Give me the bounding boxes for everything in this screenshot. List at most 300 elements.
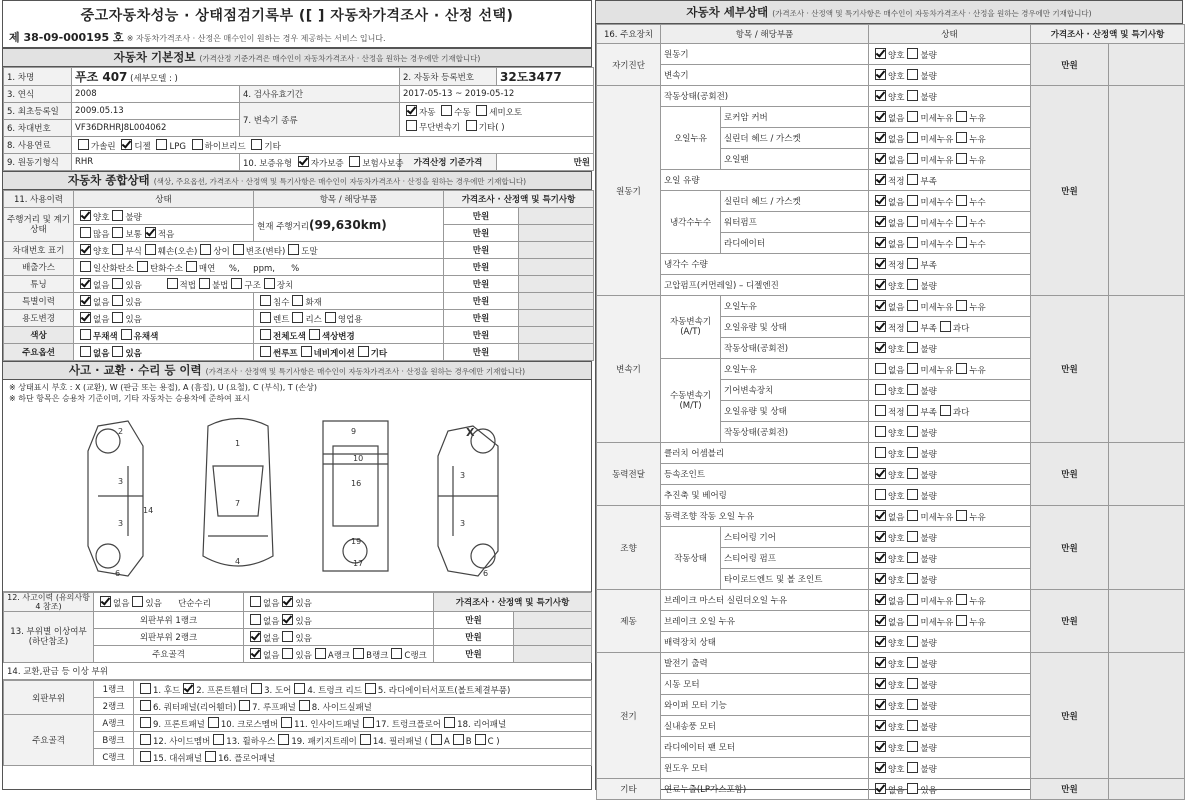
period-value: 2017-05-13 ~ 2019-05-12 xyxy=(400,86,594,103)
tuning-illegal-checkbox[interactable] xyxy=(199,278,210,289)
status-checkbox[interactable] xyxy=(875,426,886,437)
mileage-value: (99,630km) xyxy=(308,217,387,232)
status-checkbox[interactable] xyxy=(907,48,918,59)
status-checkbox[interactable] xyxy=(875,657,886,668)
repair-yes-checkbox[interactable] xyxy=(282,596,293,607)
rear-panel-checkbox[interactable] xyxy=(444,717,455,728)
status-option-label: 부족 xyxy=(920,407,937,418)
status-checkbox[interactable] xyxy=(875,258,886,269)
status-checkbox[interactable] xyxy=(956,363,967,374)
status-checkbox[interactable] xyxy=(956,111,967,122)
status-checkbox[interactable] xyxy=(875,489,886,500)
status-option-label: 불량 xyxy=(920,50,937,61)
mileage-few-checkbox[interactable] xyxy=(145,227,156,238)
status-checkbox[interactable] xyxy=(875,510,886,521)
dash-panel-checkbox[interactable] xyxy=(140,751,151,762)
option-sunroof-checkbox[interactable] xyxy=(260,346,271,357)
hood-label: 1. 후드 xyxy=(153,685,181,696)
trans-cvt-label: 무단변속기 xyxy=(419,122,461,133)
special-history-label: 특별이력 xyxy=(4,293,74,310)
trunk-floor-checkbox[interactable] xyxy=(363,717,374,728)
status-checkbox[interactable] xyxy=(875,237,886,248)
status-option-label: 미세누유 xyxy=(920,155,954,166)
status-checkbox[interactable] xyxy=(907,132,918,143)
status-checkbox[interactable] xyxy=(875,321,886,332)
frame-yes-checkbox[interactable] xyxy=(282,648,293,659)
status-checkbox[interactable] xyxy=(875,720,886,731)
status-option-label: 미세누수 xyxy=(920,218,954,229)
status-checkbox[interactable] xyxy=(907,321,918,332)
accident-none-label: 없음 xyxy=(113,598,130,609)
special-flood-checkbox[interactable] xyxy=(260,295,271,306)
roof-panel-label: 7. 루프패널 xyxy=(252,702,296,713)
repair-none-checkbox[interactable] xyxy=(250,596,261,607)
hood-checkbox[interactable] xyxy=(140,683,151,694)
use-change-none-checkbox[interactable] xyxy=(80,312,91,323)
radiator-support-checkbox[interactable] xyxy=(365,683,376,694)
status-checkbox[interactable] xyxy=(875,405,886,416)
status-option-label: 양호 xyxy=(888,764,905,775)
fuel-etc-checkbox[interactable] xyxy=(251,139,262,150)
color-chromatic-label: 유채색 xyxy=(133,331,159,342)
outer1-yes-checkbox[interactable] xyxy=(282,614,293,625)
status-checkbox[interactable] xyxy=(907,111,918,122)
emission-smoke-unit: % xyxy=(291,263,300,274)
warranty-label: 10. 보증유형 xyxy=(243,158,293,169)
status-checkbox[interactable] xyxy=(907,573,918,584)
mileage-bad-checkbox[interactable] xyxy=(112,210,123,221)
emission-hc-unit: ppm, xyxy=(253,263,275,274)
color-chromatic-checkbox[interactable] xyxy=(121,329,132,340)
mileage-normal-checkbox[interactable] xyxy=(112,227,123,238)
status-checkbox[interactable] xyxy=(875,195,886,206)
status-checkbox[interactable] xyxy=(875,90,886,101)
pillar-b-label: B xyxy=(465,736,472,747)
svg-text:2: 2 xyxy=(118,427,124,436)
status-checkbox[interactable] xyxy=(875,762,886,773)
self-diag-item: 변속기 xyxy=(661,65,869,86)
status-option-label: 적정 xyxy=(888,176,905,187)
steer-item: 동력조향 작동 오일 누유 xyxy=(661,506,869,527)
status-checkbox[interactable] xyxy=(907,174,918,185)
base-price-label: 가격산정 기준가격 xyxy=(400,154,497,171)
status-checkbox[interactable] xyxy=(875,615,886,626)
at-item: 작동상태(공회전) xyxy=(721,338,869,359)
frame-b-checkbox[interactable] xyxy=(353,648,364,659)
dash-panel-label: 15. 대쉬패널 xyxy=(153,753,203,764)
door-label: 3. 도어 xyxy=(264,685,292,696)
rankC-label: C랭크 xyxy=(94,749,134,766)
use-business-label: 영업용 xyxy=(337,314,363,325)
status-checkbox[interactable] xyxy=(940,321,951,332)
status-checkbox[interactable] xyxy=(907,342,918,353)
status-checkbox[interactable] xyxy=(875,111,886,122)
outer-rank1-label: 외판부위 1랭크 xyxy=(94,612,244,629)
main-frame-label: 주요골격 xyxy=(94,646,244,663)
detail-head-price: 가격조사 · 산정액 및 특기사항 xyxy=(1031,25,1185,44)
status-checkbox[interactable] xyxy=(956,153,967,164)
vin-mark-rust-checkbox[interactable] xyxy=(112,244,123,255)
vin-mark-diff-checkbox[interactable] xyxy=(200,244,211,255)
status-checkbox[interactable] xyxy=(875,447,886,458)
elec-item: 실내송풍 모터 xyxy=(661,716,869,737)
emission-hc-checkbox[interactable] xyxy=(137,261,148,272)
vin-mark-damage-checkbox[interactable] xyxy=(145,244,156,255)
status-checkbox[interactable] xyxy=(907,279,918,290)
status-checkbox[interactable] xyxy=(875,636,886,647)
status-checkbox[interactable] xyxy=(907,69,918,80)
pillar-c-label: C ) xyxy=(487,736,500,747)
option-none-checkbox[interactable] xyxy=(80,346,91,357)
trans-semi-checkbox[interactable] xyxy=(476,105,487,116)
status-checkbox[interactable] xyxy=(907,468,918,479)
pillar-a-label: A xyxy=(443,736,450,747)
status-option-label: 양호 xyxy=(888,722,905,733)
frame-a-checkbox[interactable] xyxy=(315,648,326,659)
part-abnormal-label: 13. 부위별 이상여부 (하단참조) xyxy=(4,612,94,663)
inside-panel-checkbox[interactable] xyxy=(281,717,292,728)
front-fender-checkbox[interactable] xyxy=(183,683,194,694)
special-yes-label: 있음 xyxy=(125,297,142,308)
use-lease-label: 리스 xyxy=(305,314,322,325)
fuel-hybrid-checkbox[interactable] xyxy=(192,139,203,150)
status-option-label: 불량 xyxy=(920,554,937,565)
status-checkbox[interactable] xyxy=(875,216,886,227)
special-fire-checkbox[interactable] xyxy=(292,295,303,306)
status-checkbox[interactable] xyxy=(956,300,967,311)
status-option-label: 불량 xyxy=(920,680,937,691)
brake-item: 배력장치 상태 xyxy=(661,632,869,653)
cross-member-checkbox[interactable] xyxy=(208,717,219,728)
status-checkbox[interactable] xyxy=(875,342,886,353)
wheel-house-label: 13. 휠하우스 xyxy=(226,736,276,747)
status-option-label: 양호 xyxy=(888,680,905,691)
status-checkbox[interactable] xyxy=(907,363,918,374)
package-tray-checkbox[interactable] xyxy=(278,734,289,745)
first-reg-value: 2009.05.13 xyxy=(72,103,240,120)
tuning-label: 튜닝 xyxy=(4,276,74,293)
status-checkbox[interactable] xyxy=(907,447,918,458)
tuning-yes-checkbox[interactable] xyxy=(112,278,123,289)
status-checkbox[interactable] xyxy=(907,510,918,521)
outer2-yes-label: 있음 xyxy=(295,633,312,644)
detail-header xyxy=(596,1,1182,24)
service-notice: ※ 자동차가격조사 · 산정은 매수인이 원하는 경우 제공하는 서비스 입니다. xyxy=(126,34,386,43)
pillar-a-checkbox[interactable] xyxy=(431,734,442,745)
detail-head-items: 항목 / 해당부품 xyxy=(661,25,869,44)
status-option-label: 있음 xyxy=(920,785,937,796)
detail-note: (가격조사 · 산정액 및 특기사항은 매수인이 자동차가격조사 · 산정을 원하는 경우에만 기재합니다) xyxy=(772,9,1092,18)
vin-mark-good-checkbox[interactable] xyxy=(80,244,91,255)
status-checkbox[interactable] xyxy=(875,48,886,59)
status-checkbox[interactable] xyxy=(875,300,886,311)
outer-parts-label: 외판부위 xyxy=(4,681,94,715)
simple-repair-label: 단순수리 xyxy=(178,598,211,609)
status-checkbox[interactable] xyxy=(907,594,918,605)
option-price-unit: 만원 xyxy=(444,344,519,361)
frame-yes-label: 있음 xyxy=(295,650,312,661)
overall-status-table xyxy=(3,190,594,361)
status-checkbox[interactable] xyxy=(875,531,886,542)
front-panel-checkbox[interactable] xyxy=(140,717,151,728)
status-checkbox[interactable] xyxy=(875,468,886,479)
accident-yes-checkbox[interactable] xyxy=(132,596,143,607)
special-yes-checkbox[interactable] xyxy=(112,295,123,306)
warranty-self-checkbox[interactable] xyxy=(298,156,309,167)
status-option-label: 미세누유 xyxy=(920,113,954,124)
power-label: 동력전달 xyxy=(597,443,661,506)
special-none-checkbox[interactable] xyxy=(80,295,91,306)
option-yes-checkbox[interactable] xyxy=(112,346,123,357)
status-checkbox[interactable] xyxy=(907,237,918,248)
mileage-many-checkbox[interactable] xyxy=(80,227,91,238)
frame-parts-label: 주요골격 xyxy=(4,715,94,766)
status-checkbox[interactable] xyxy=(875,279,886,290)
status-option-label: 양호 xyxy=(888,386,905,397)
status-option-label: 없음 xyxy=(888,155,905,166)
status-checkbox[interactable] xyxy=(956,216,967,227)
use-change-yes-checkbox[interactable] xyxy=(112,312,123,323)
engine-item: 워터펌프 xyxy=(721,212,869,233)
emission-price-unit: 만원 xyxy=(444,259,519,276)
rankB-label: B랭크 xyxy=(94,732,134,749)
frame-a-label: A랭크 xyxy=(327,650,351,661)
status-option-label: 없음 xyxy=(888,365,905,376)
wheel-house-checkbox[interactable] xyxy=(213,734,224,745)
svg-text:3: 3 xyxy=(118,519,124,528)
status-checkbox[interactable] xyxy=(907,216,918,227)
option-etc-checkbox[interactable] xyxy=(358,346,369,357)
status-checkbox[interactable] xyxy=(875,153,886,164)
svg-text:7: 7 xyxy=(235,499,241,508)
detail-head-status: 상태 xyxy=(869,25,1031,44)
status-option-label: 불량 xyxy=(920,722,937,733)
accident-note: (가격조사 · 산정액 및 특기사항은 매수인이 자동차가격조사 · 산정을 원하는 경우에만 기재합니다) xyxy=(205,367,526,376)
svg-text:3: 3 xyxy=(460,519,466,528)
option-navi-checkbox[interactable] xyxy=(301,346,312,357)
outer2-price-unit: 만원 xyxy=(434,629,514,646)
engine-item: 고압펌프(커먼레일) – 디젤엔진 xyxy=(661,275,869,296)
status-checkbox[interactable] xyxy=(956,510,967,521)
status-checkbox[interactable] xyxy=(956,237,967,248)
status-checkbox[interactable] xyxy=(907,552,918,563)
color-achromatic-label: 무채색 xyxy=(93,331,118,342)
status-option-label: 불량 xyxy=(920,701,937,712)
trans-auto-checkbox[interactable] xyxy=(406,105,417,116)
fuel-label: 8. 사용연료 xyxy=(4,137,72,154)
status-checkbox[interactable] xyxy=(956,132,967,143)
color-full-paint-checkbox[interactable] xyxy=(260,329,271,340)
quarter-panel-checkbox[interactable] xyxy=(140,700,151,711)
use-rent-checkbox[interactable] xyxy=(260,312,271,323)
overall-status-note: (색상, 주요옵션, 가격조사 · 산정액 및 특기사항은 매수인이 자동차가격조사 · 산정을 원하는 경우에만 기재합니다) xyxy=(153,177,527,186)
status-checkbox[interactable] xyxy=(875,363,886,374)
accident-yes-label: 있음 xyxy=(145,598,162,609)
outer2-yes-checkbox[interactable] xyxy=(282,631,293,642)
status-checkbox[interactable] xyxy=(907,384,918,395)
status-checkbox[interactable] xyxy=(907,195,918,206)
status-checkbox[interactable] xyxy=(907,426,918,437)
mileage-few-label: 적음 xyxy=(157,229,175,240)
trunk-lid-checkbox[interactable] xyxy=(294,683,305,694)
mileage-good-checkbox[interactable] xyxy=(80,210,91,221)
status-checkbox[interactable] xyxy=(956,195,967,206)
steer-price-unit: 만원 xyxy=(1031,506,1109,590)
steer-group-label: 작동상태 xyxy=(661,527,721,590)
status-checkbox[interactable] xyxy=(907,531,918,542)
status-checkbox[interactable] xyxy=(956,615,967,626)
emission-co-checkbox[interactable] xyxy=(80,261,91,272)
brake-price-unit: 만원 xyxy=(1031,590,1109,653)
status-checkbox[interactable] xyxy=(907,741,918,752)
tuning-legal-checkbox[interactable] xyxy=(167,278,178,289)
status-checkbox[interactable] xyxy=(907,678,918,689)
status-checkbox[interactable] xyxy=(907,153,918,164)
engine-item: 로커암 커버 xyxy=(721,107,869,128)
quarter-panel-label: 6. 쿼터패널(리어휀더) xyxy=(153,702,237,713)
pillar-panel-checkbox[interactable] xyxy=(360,734,371,745)
tuning-none-checkbox[interactable] xyxy=(80,278,91,289)
basic-info-table xyxy=(3,67,594,171)
page-title: 중고자동차성능 · 상태점검기록부 ([ ] 자동차가격조사 · 산정 선택) xyxy=(80,8,514,24)
inside-panel-label: 11. 인사이드패널 xyxy=(294,719,360,730)
side-member-checkbox[interactable] xyxy=(140,734,151,745)
special-price-unit: 만원 xyxy=(444,293,519,310)
vin-mark-alter-checkbox[interactable] xyxy=(233,244,244,255)
side-sill-checkbox[interactable] xyxy=(299,700,310,711)
accident-legend-1: ※ 상태표시 부호 : X (교환), W (판금 또는 용접), A (흠집), U (요철), C (부식), T (손상) xyxy=(9,383,318,392)
pillar-b-checkbox[interactable] xyxy=(453,734,464,745)
status-checkbox[interactable] xyxy=(907,762,918,773)
status-option-label: 과다 xyxy=(952,323,970,334)
status-checkbox[interactable] xyxy=(907,615,918,626)
status-option-label: 불량 xyxy=(920,743,937,754)
status-checkbox[interactable] xyxy=(907,636,918,647)
status-checkbox[interactable] xyxy=(907,783,918,794)
status-checkbox[interactable] xyxy=(907,405,918,416)
frame-c-label: C랭크 xyxy=(404,650,427,661)
elec-item: 시동 모터 xyxy=(661,674,869,695)
overall-status-header xyxy=(3,171,591,190)
status-checkbox[interactable] xyxy=(956,594,967,605)
power-item: 등속조인트 xyxy=(661,464,869,485)
floor-panel-checkbox[interactable] xyxy=(205,751,216,762)
mt-item: 기어변속장치 xyxy=(721,380,869,401)
accident-table xyxy=(3,592,592,663)
status-checkbox[interactable] xyxy=(875,174,886,185)
status-option-label: 미세누유 xyxy=(920,512,954,523)
status-checkbox[interactable] xyxy=(875,678,886,689)
emission-hc-label: 탄화수소 xyxy=(150,263,183,274)
status-checkbox[interactable] xyxy=(875,69,886,80)
trans-etc-checkbox[interactable] xyxy=(466,120,477,131)
fuel-lpg-checkbox[interactable] xyxy=(156,139,167,150)
status-checkbox[interactable] xyxy=(907,657,918,668)
use-business-checkbox[interactable] xyxy=(325,312,336,323)
pillar-c-checkbox[interactable] xyxy=(475,734,486,745)
basic-info-title: 자동차 기본정보 xyxy=(113,50,196,64)
outer2-none-checkbox[interactable] xyxy=(250,631,261,642)
status-checkbox[interactable] xyxy=(875,594,886,605)
trans-auto-label: 자동 xyxy=(419,107,436,118)
floor-panel-label: 16. 플로어패널 xyxy=(218,753,276,764)
svg-text:6: 6 xyxy=(115,569,121,578)
accident-legend xyxy=(3,380,591,406)
status-option-label: 양호 xyxy=(888,281,905,292)
emission-co-label: 일산화탄소 xyxy=(93,263,135,274)
engine-item: 실린더 헤드 / 가스켓 xyxy=(721,128,869,149)
trans-price-unit: 만원 xyxy=(1031,296,1109,443)
status-option-label: 누유 xyxy=(969,512,986,523)
status-option-label: 적정 xyxy=(888,323,905,334)
package-tray-label: 19. 패키지트레이 xyxy=(291,736,357,747)
car-body-diagram xyxy=(3,406,591,592)
status-checkbox[interactable] xyxy=(875,783,886,794)
warranty-insurer-label: 보험사보증 xyxy=(362,158,404,169)
color-price-unit: 만원 xyxy=(444,327,519,344)
front-fender-label: 2. 프론트휀더 xyxy=(196,685,249,696)
status-checkbox[interactable] xyxy=(907,258,918,269)
status-option-label: 미세누유 xyxy=(920,302,954,313)
trans-label: 변속기 xyxy=(597,296,661,443)
frame-c-checkbox[interactable] xyxy=(391,648,402,659)
status-checkbox[interactable] xyxy=(875,132,886,143)
trans-manual-label: 수동 xyxy=(454,107,471,118)
status-option-label: 없음 xyxy=(888,218,905,229)
status-checkbox[interactable] xyxy=(907,699,918,710)
status-option-label: 미세누유 xyxy=(920,134,954,145)
car-left-side-view xyxy=(88,421,143,576)
status-checkbox[interactable] xyxy=(907,489,918,500)
vin-mark-paint-checkbox[interactable] xyxy=(288,244,299,255)
status-checkbox[interactable] xyxy=(940,405,951,416)
fuel-diesel-checkbox[interactable] xyxy=(121,139,132,150)
frame-none-checkbox[interactable] xyxy=(250,648,261,659)
rankA-label: A랭크 xyxy=(94,715,134,732)
door-checkbox[interactable] xyxy=(251,683,262,694)
status-option-label: 미세누수 xyxy=(920,197,954,208)
roof-panel-checkbox[interactable] xyxy=(239,700,250,711)
trans-cvt-checkbox[interactable] xyxy=(406,120,417,131)
accident-none-checkbox[interactable] xyxy=(100,596,111,607)
steer-item: 스티어링 기어 xyxy=(721,527,869,548)
trans-manual-checkbox[interactable] xyxy=(441,105,452,116)
engine-label: 원동기 xyxy=(597,86,661,296)
tuning-device-checkbox[interactable] xyxy=(264,278,275,289)
outer1-none-checkbox[interactable] xyxy=(250,614,261,625)
status-checkbox[interactable] xyxy=(875,384,886,395)
status-checkbox[interactable] xyxy=(875,741,886,752)
accident-header xyxy=(3,361,591,380)
fuel-gasoline-checkbox[interactable] xyxy=(78,139,89,150)
status-checkbox[interactable] xyxy=(907,90,918,101)
status-checkbox[interactable] xyxy=(875,699,886,710)
engine-type-value: RHR xyxy=(72,154,240,171)
power-price-unit: 만원 xyxy=(1031,443,1109,506)
status-checkbox[interactable] xyxy=(907,720,918,731)
status-checkbox[interactable] xyxy=(875,573,886,584)
power-item: 클러치 어셈블리 xyxy=(661,443,869,464)
color-change-checkbox[interactable] xyxy=(309,329,320,340)
status-checkbox[interactable] xyxy=(875,552,886,563)
status-checkbox[interactable] xyxy=(907,300,918,311)
warranty-insurer-checkbox[interactable] xyxy=(349,156,360,167)
use-lease-checkbox[interactable] xyxy=(292,312,303,323)
tuning-struct-checkbox[interactable] xyxy=(231,278,242,289)
emission-smoke-checkbox[interactable] xyxy=(186,261,197,272)
color-achromatic-checkbox[interactable] xyxy=(80,329,91,340)
status-option-label: 누수 xyxy=(969,197,986,208)
